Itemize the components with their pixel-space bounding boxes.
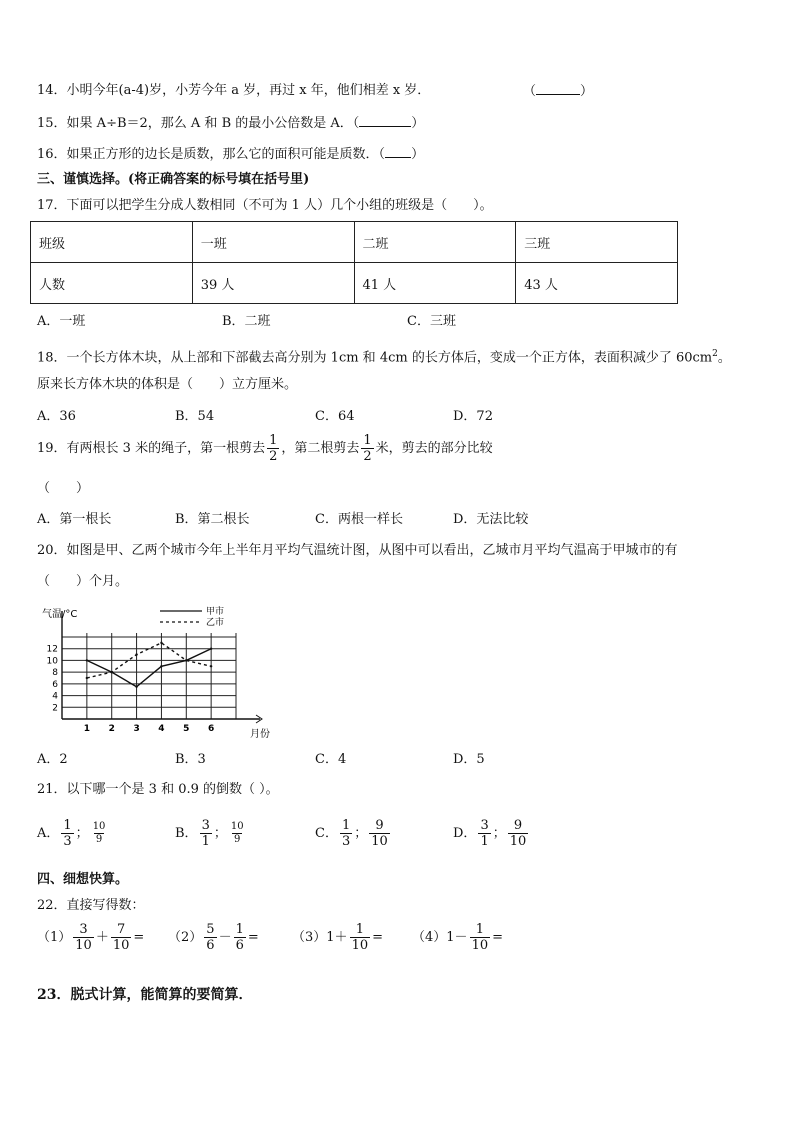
- y-tick-label: 10: [46, 656, 58, 667]
- x-tick-label: 6: [208, 724, 215, 734]
- q21-option-d[interactable]: D． $\frac{3}{1}$ ； $\frac{9}{10}$: [453, 818, 527, 849]
- table-cell: 39 人: [192, 263, 354, 304]
- data-point: [210, 648, 212, 650]
- q17-option-c[interactable]: C．三班: [407, 314, 456, 329]
- table-cell: 人数: [31, 263, 193, 304]
- question-18-line-2: 原来长方体木块的体积是（ ）立方厘米。: [37, 377, 298, 392]
- q22-item-3: （3）1＋ $\frac{1}{10}$ =: [292, 922, 384, 953]
- q21-option-a[interactable]: A． $\frac{1}{3}$ ； $\frac{10}{9}$: [37, 818, 106, 849]
- table-row: [31, 263, 678, 304]
- temperature-line-chart: [38, 603, 288, 743]
- series-line-jia: [87, 649, 211, 687]
- data-point: [135, 653, 137, 655]
- q20-option-b[interactable]: B．3: [175, 752, 206, 767]
- x-tick-label: 4: [158, 724, 165, 734]
- fraction: $\frac{3}{10}$: [75, 922, 92, 953]
- data-point: [185, 659, 187, 661]
- x-tick-label: 1: [83, 724, 90, 734]
- question-15-text: 15．如果 A÷B＝2，那么 A 和 B 的最小公倍数是 A．: [37, 116, 353, 131]
- section-3-heading: 三、谨慎选择。(将正确答案的标号填在括号里): [37, 172, 310, 187]
- fraction: $\frac{5}{6}$: [206, 922, 215, 953]
- table-cell: 二班: [354, 222, 516, 263]
- y-axis-label: 气温/°C: [42, 609, 78, 620]
- data-point: [160, 642, 162, 644]
- q20-option-c[interactable]: C．4: [315, 752, 347, 767]
- fraction: $\frac{1}{2}$: [269, 433, 278, 464]
- q19-option-a[interactable]: A．第一根长: [37, 512, 112, 527]
- q19-option-c[interactable]: C．两根一样长: [315, 512, 403, 527]
- y-tick-label: 2: [52, 703, 58, 714]
- fraction: $\frac{9}{10}$: [371, 818, 388, 849]
- answer-blank[interactable]: [359, 114, 411, 127]
- question-14-text: 14．小明今年(a-4)岁，小芳今年 a 岁，再过 x 年，他们相差 x 岁．: [37, 83, 431, 98]
- question-20-line-2: （ ）个月。: [37, 574, 129, 589]
- fraction: $\frac{1}{3}$: [63, 818, 72, 849]
- q18-option-b[interactable]: B．54: [175, 409, 215, 424]
- y-tick-label: 8: [52, 668, 58, 679]
- question-22-text: 22．直接写得数：: [37, 898, 145, 913]
- y-tick-label: 6: [52, 679, 58, 690]
- q18-option-d[interactable]: D．72: [453, 409, 493, 424]
- data-point: [86, 659, 88, 661]
- y-tick-label: 12: [46, 644, 58, 655]
- data-point: [135, 686, 137, 688]
- fraction: $\frac{9}{10}$: [509, 818, 527, 849]
- fraction: $\frac{3}{1}$: [480, 818, 489, 849]
- question-16-text: 16．如果正方形的边长是质数，那么它的面积可能是质数．: [37, 147, 379, 162]
- question-21-text: 21．以下哪一个是 3 和 0.9 的倒数（ ）。: [37, 782, 279, 797]
- table-cell: 班级: [31, 222, 193, 263]
- x-tick-label: 3: [133, 724, 140, 734]
- q19-option-d[interactable]: D．无法比较: [453, 512, 529, 527]
- fraction: $\frac{1}{6}$: [235, 922, 244, 953]
- y-tick-label: 4: [52, 691, 58, 702]
- q22-item-4: （4）1－ $\frac{1}{10}$ =: [412, 922, 504, 953]
- table-cell: 41 人: [354, 263, 516, 304]
- table-cell: 三班: [516, 222, 678, 263]
- question-17-text: 17．下面可以把学生分成人数相同（不可为 1 人）几个小组的班级是（ ）。: [37, 198, 493, 213]
- fraction: $\frac{1}{10}$: [471, 922, 489, 953]
- fraction: $\frac{7}{10}$: [112, 922, 130, 953]
- q19-option-b[interactable]: B．第二根长: [175, 512, 250, 527]
- fraction: $\frac{1}{3}$: [341, 818, 351, 849]
- q17-option-b[interactable]: B．二班: [222, 314, 271, 329]
- answer-blank[interactable]: [385, 145, 411, 158]
- question-16: 16．如果正方形的边长是质数，那么它的面积可能是质数．（ ）: [37, 147, 425, 162]
- legend-label-yi: 乙市: [206, 618, 225, 628]
- fraction: $\frac{3}{1}$: [201, 818, 210, 849]
- q17-option-a[interactable]: A．一班: [37, 314, 86, 329]
- x-tick-label: 5: [183, 724, 190, 734]
- question-19-line-2[interactable]: （ ）: [37, 481, 90, 496]
- question-14: [37, 82, 430, 100]
- x-axis-label: 月份: [250, 729, 270, 740]
- answer-blank[interactable]: [536, 82, 580, 95]
- data-point: [210, 665, 212, 667]
- fraction: $\frac{10}{9}$: [92, 821, 106, 845]
- class-size-table: [30, 221, 678, 304]
- q18-option-c[interactable]: C．64: [315, 409, 355, 424]
- data-point: [160, 665, 162, 667]
- question-23-text: 23．脱式计算，能简算的要简算．: [37, 987, 253, 1003]
- table-cell: 43 人: [516, 263, 678, 304]
- q21-option-c[interactable]: C． $\frac{1}{3}$ ； $\frac{9}{10}$: [315, 818, 388, 849]
- fraction: $\frac{1}{10}$: [351, 922, 369, 953]
- q22-item-2: （2） $\frac{5}{6}$ － $\frac{1}{6}$ =: [168, 922, 259, 953]
- question-18-line-1: 18．一个长方体木块，从上部和下部截去高分别为 1cm 和 4cm 的长方体后，变成一个正方体，表面积减少了 $60cm^2$。: [37, 349, 731, 366]
- table-row: [31, 222, 678, 263]
- question-20-line-1: 20．如图是甲、乙两个城市今年上半年月平均气温统计图，从图中可以看出，乙城市月平均气温高于甲城市的有: [37, 543, 678, 558]
- q18-option-a[interactable]: A．36: [37, 409, 76, 424]
- table-cell: 一班: [192, 222, 354, 263]
- q21-option-b[interactable]: B． $\frac{3}{1}$ ； $\frac{10}{9}$: [175, 818, 244, 849]
- q20-option-d[interactable]: D．5: [453, 752, 485, 767]
- data-point: [86, 677, 88, 679]
- fraction: $\frac{1}{2}$: [363, 433, 372, 464]
- question-15: 15．如果 A÷B＝2，那么 A 和 B 的最小公倍数是 A．（ ）: [37, 116, 425, 131]
- section-4-heading: 四、细想快算。: [37, 872, 129, 887]
- x-tick-label: 2: [108, 724, 115, 734]
- fraction: $\frac{10}{9}$: [230, 821, 244, 845]
- data-point: [111, 671, 113, 673]
- legend-label-jia: 甲市: [206, 607, 225, 617]
- question-19-line-1: 19．有两根长 3 米的绳子，第一根剪去 $\frac{1}{2}$ ，第二根剪去 $\frac{1}{2}$ 米，剪去的部分比较: [37, 433, 493, 464]
- question-14-answer[interactable]: （ ）: [523, 84, 594, 99]
- q22-item-1: （1） $\frac{3}{10}$ ＋ $\frac{7}{10}$ =: [37, 922, 145, 953]
- q20-option-a[interactable]: A．2: [37, 752, 68, 767]
- chart-legend: [160, 605, 224, 628]
